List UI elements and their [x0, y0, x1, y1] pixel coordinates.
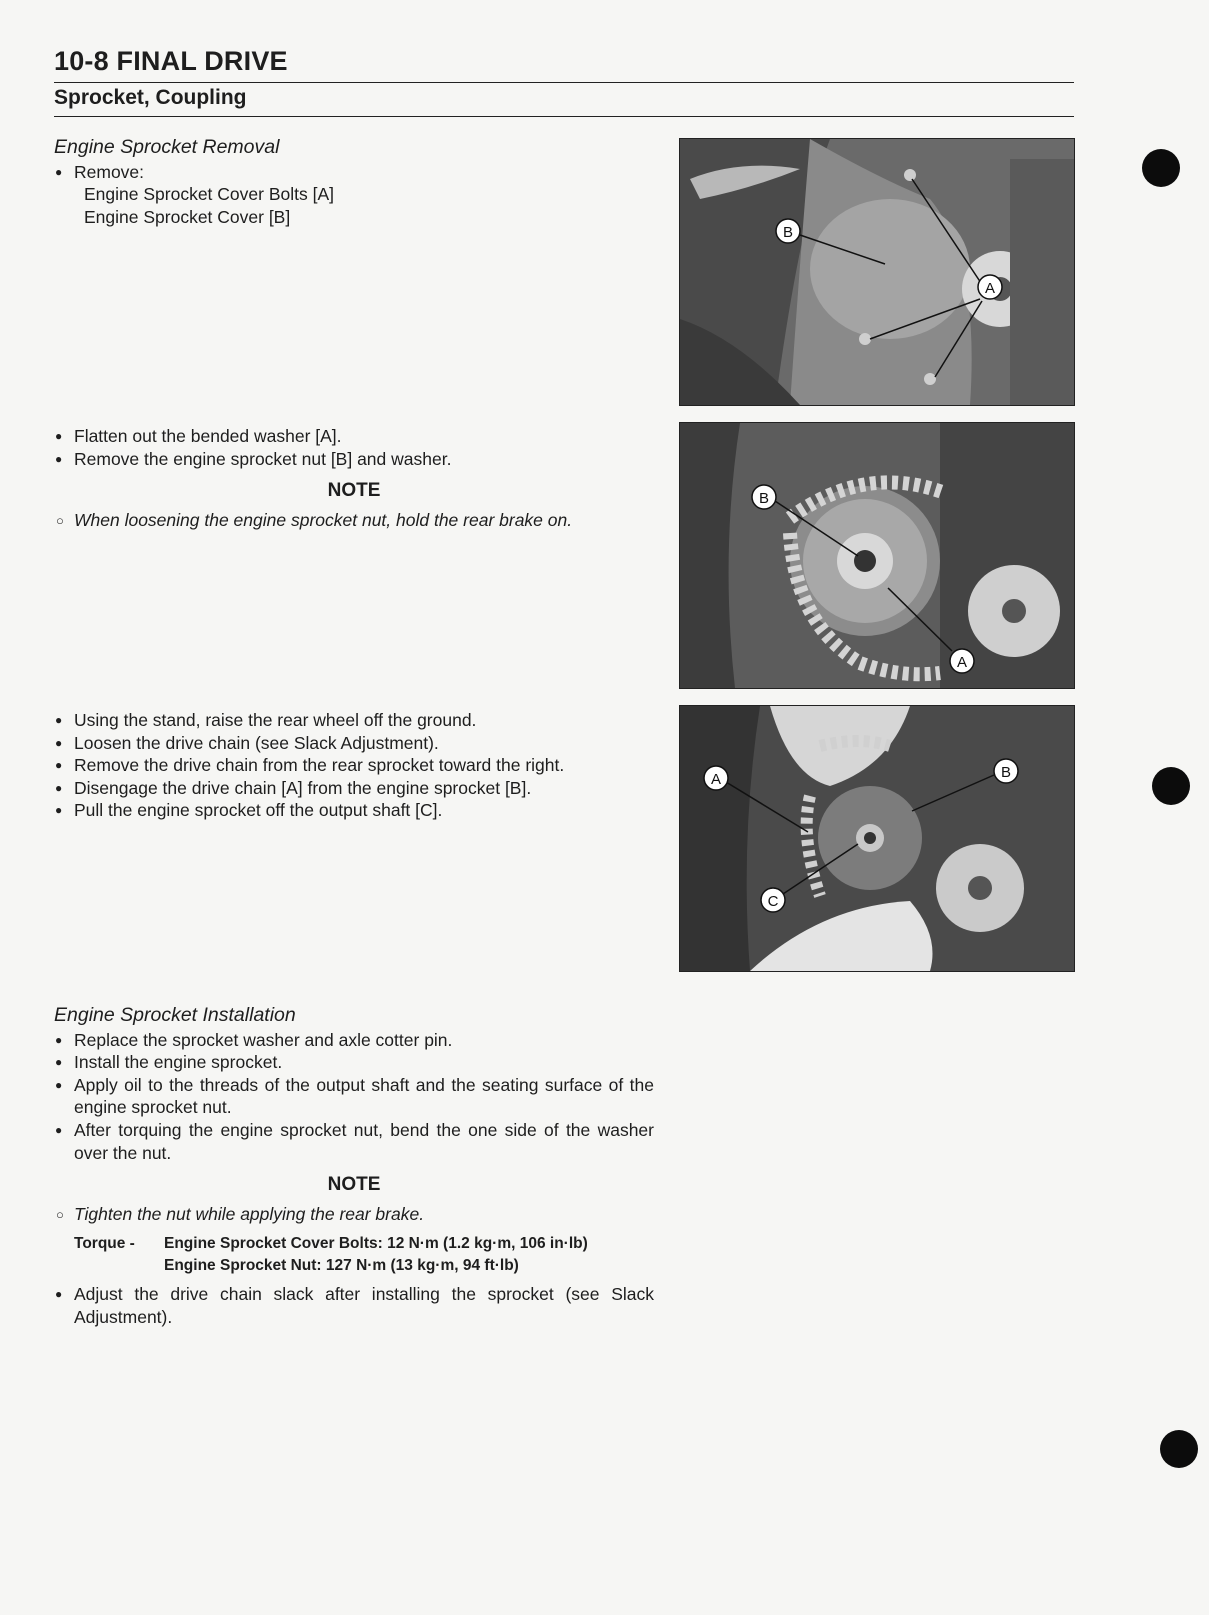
- header-rule: [54, 82, 1074, 83]
- bullet-item: ● Install the engine sprocket.: [54, 1051, 654, 1074]
- bullet-item: ● Disengage the drive chain [A] from the engine sprocket [B].: [54, 777, 654, 800]
- callout-b: B: [1000, 764, 1012, 781]
- torque-line: Engine Sprocket Nut: 127 N·m (13 kg·m, 94 ft·lb): [164, 1257, 519, 1275]
- sprocket-nut-photo: [679, 422, 1075, 689]
- removal-section: [54, 136, 654, 228]
- page-title: 10-8 FINAL DRIVE: [54, 46, 288, 76]
- bullet-item: ● Replace the sprocket washer and axle cotter pin.: [54, 1029, 654, 1052]
- bullet-item: ● Apply oil to the threads of the output shaft and the seating surface of the engine sprocket nut.: [54, 1074, 654, 1119]
- bullet-item: ● Remove the drive chain from the rear sprocket toward the right.: [54, 754, 654, 777]
- installation-section: [54, 1004, 654, 1329]
- callout-b: B: [758, 490, 770, 507]
- binder-hole: [1142, 149, 1180, 187]
- remove-item: Engine Sprocket Cover Bolts [A]: [84, 184, 334, 205]
- bullet-item: ● Loosen the drive chain (see Slack Adjustment).: [54, 732, 654, 755]
- torque-label: Torque -: [74, 1235, 135, 1253]
- callout-a: A: [710, 771, 722, 788]
- bullet-item: ● Pull the engine sprocket off the output shaft [C].: [54, 799, 654, 822]
- nut-section: [54, 425, 654, 531]
- cover-bolts-photo: [679, 138, 1075, 406]
- remove-bullet: ● Remove:: [54, 161, 654, 184]
- note-heading: NOTE: [327, 480, 381, 502]
- binder-hole: [1152, 767, 1190, 805]
- chain-section: [54, 709, 654, 822]
- removal-heading: Engine Sprocket Removal: [54, 136, 280, 158]
- callout-c: C: [767, 893, 779, 910]
- note-heading: NOTE: [327, 1174, 381, 1196]
- subtitle-rule: [54, 116, 1074, 117]
- callout-a: A: [956, 654, 968, 671]
- bullet-item: ● Adjust the drive chain slack after installing the sprocket (see Slack Adjustment).: [54, 1283, 654, 1328]
- bullet-item: ● After torquing the engine sprocket nut, bend the one side of the washer over the nut.: [54, 1119, 654, 1164]
- remove-item: Engine Sprocket Cover [B]: [84, 206, 291, 227]
- callout-a: A: [984, 280, 996, 297]
- installation-heading: Engine Sprocket Installation: [54, 1004, 296, 1026]
- sprocket-removal-photo: [679, 705, 1075, 972]
- bullet-item: ● Flatten out the bended washer [A].: [54, 425, 654, 448]
- section-subtitle: Sprocket, Coupling: [54, 86, 247, 109]
- torque-spec: [74, 1233, 654, 1277]
- binder-hole: [1160, 1430, 1198, 1468]
- note-text: ○ When loosening the engine sprocket nut, hold the rear brake on.: [54, 509, 654, 532]
- torque-line: Engine Sprocket Cover Bolts: 12 N·m (1.2 kg·m, 106 in·lb): [164, 1235, 588, 1253]
- bullet-item: ● Using the stand, raise the rear wheel off the ground.: [54, 709, 654, 732]
- callout-b: B: [782, 224, 794, 241]
- note-text: ○ Tighten the nut while applying the rear brake.: [54, 1203, 654, 1226]
- bullet-item: ● Remove the engine sprocket nut [B] and washer.: [54, 448, 654, 471]
